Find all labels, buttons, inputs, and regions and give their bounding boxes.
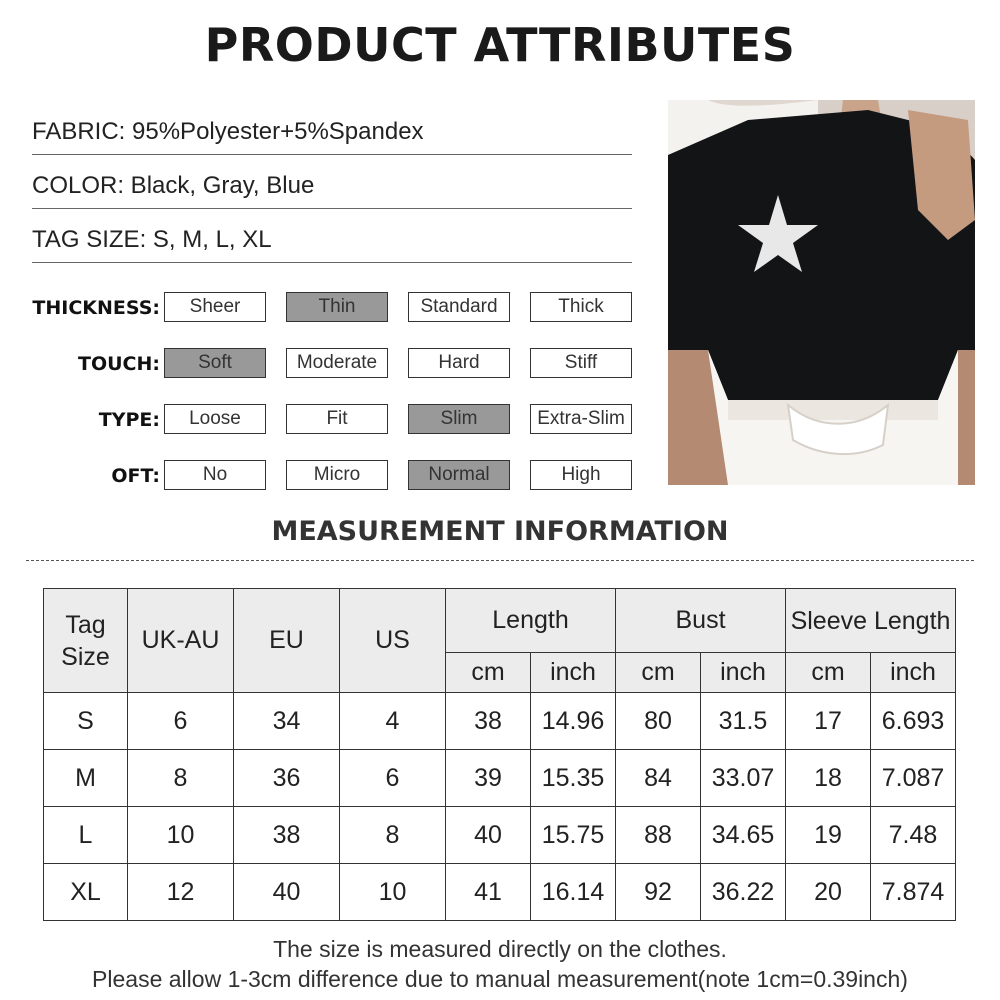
page-title: PRODUCT ATTRIBUTES (204, 18, 796, 72)
scale-label: THICKNESS: (32, 297, 160, 319)
table-cell: 16.14 (531, 864, 616, 921)
header-length: Length (446, 589, 616, 653)
table-cell: 38 (446, 693, 531, 750)
scale-option: Extra-Slim (530, 404, 632, 434)
subheader-bust-inch: inch (701, 653, 786, 693)
scale-label: TYPE: (98, 409, 160, 431)
subheader-sleeve-cm: cm (786, 653, 871, 693)
subheader-length-cm: cm (446, 653, 531, 693)
color-attribute (32, 164, 632, 209)
table-cell: 6.693 (871, 693, 956, 750)
table-cell: 34.65 (701, 807, 786, 864)
scale-option: Moderate (286, 348, 388, 378)
dashed-divider (26, 560, 974, 561)
table-cell: 40 (446, 807, 531, 864)
note-line-2: Please allow 1-3cm difference due to manual measurement(note 1cm=0.39inch) (92, 966, 908, 992)
table-row (44, 807, 956, 864)
table-cell: 6 (128, 693, 234, 750)
measurement-table (43, 588, 956, 921)
scale-option: Thick (530, 292, 632, 322)
table-row (44, 750, 956, 807)
table-body (44, 693, 956, 921)
measurement-title: MEASUREMENT INFORMATION (271, 516, 729, 547)
scale-option: Slim (408, 404, 510, 434)
scale-row (20, 404, 640, 436)
header-tag-size: Tag Size (44, 589, 128, 693)
table-cell: 31.5 (701, 693, 786, 750)
header-sleeve-length: Sleeve Length (786, 589, 956, 653)
table-cell: L (44, 807, 128, 864)
fabric-attribute (32, 110, 632, 155)
table-cell: 15.35 (531, 750, 616, 807)
header-uk-au: UK-AU (128, 589, 234, 693)
table-cell: 38 (234, 807, 340, 864)
header-bust: Bust (616, 589, 786, 653)
table-cell: 7.087 (871, 750, 956, 807)
table-cell: 18 (786, 750, 871, 807)
table-row (44, 864, 956, 921)
table-cell: 34 (234, 693, 340, 750)
table-cell: 33.07 (701, 750, 786, 807)
model-wearing-star-crop-top (668, 100, 975, 485)
header-eu: EU (234, 589, 340, 693)
scale-option: Hard (408, 348, 510, 378)
scale-option: Normal (408, 460, 510, 490)
subheader-length-inch: inch (531, 653, 616, 693)
table-cell: XL (44, 864, 128, 921)
table-cell: 92 (616, 864, 701, 921)
color-text: COLOR: Black, Gray, Blue (32, 172, 315, 199)
note-line-1: The size is measured directly on the clothes. (273, 936, 727, 962)
table-cell: 84 (616, 750, 701, 807)
table-header-row (44, 589, 956, 653)
table-cell: 10 (340, 864, 446, 921)
table-cell: 88 (616, 807, 701, 864)
table-cell: 7.48 (871, 807, 956, 864)
scale-row (20, 292, 640, 324)
scale-row (20, 348, 640, 380)
scale-option: Micro (286, 460, 388, 490)
table-cell: 39 (446, 750, 531, 807)
tag-size-text: TAG SIZE: S, M, L, XL (32, 226, 272, 253)
table-cell: 20 (786, 864, 871, 921)
table-cell: 6 (340, 750, 446, 807)
subheader-sleeve-inch: inch (871, 653, 956, 693)
table-cell: S (44, 693, 128, 750)
scale-option: Fit (286, 404, 388, 434)
scale-option: Thin (286, 292, 388, 322)
table-cell: 17 (786, 693, 871, 750)
subheader-bust-cm: cm (616, 653, 701, 693)
fabric-text: FABRIC: 95%Polyester+5%Spandex (32, 118, 424, 145)
table-cell: 15.75 (531, 807, 616, 864)
table-cell: 12 (128, 864, 234, 921)
scale-row (20, 460, 640, 492)
scale-option: High (530, 460, 632, 490)
table-cell: 80 (616, 693, 701, 750)
table-cell: 36.22 (701, 864, 786, 921)
table-cell: M (44, 750, 128, 807)
table-cell: 14.96 (531, 693, 616, 750)
scale-option: Soft (164, 348, 266, 378)
header-us: US (340, 589, 446, 693)
scale-label: OFT: (111, 465, 160, 487)
scale-label: TOUCH: (78, 353, 160, 375)
table-cell: 40 (234, 864, 340, 921)
scale-option: Sheer (164, 292, 266, 322)
scale-option: No (164, 460, 266, 490)
table-cell: 19 (786, 807, 871, 864)
table-cell: 4 (340, 693, 446, 750)
table-cell: 7.874 (871, 864, 956, 921)
tag-size-attribute (32, 218, 632, 263)
table-cell: 41 (446, 864, 531, 921)
product-photo (668, 100, 975, 485)
scale-option: Standard (408, 292, 510, 322)
table-cell: 36 (234, 750, 340, 807)
table-cell: 8 (128, 750, 234, 807)
table-row (44, 693, 956, 750)
table-cell: 8 (340, 807, 446, 864)
table-cell: 10 (128, 807, 234, 864)
scale-option: Loose (164, 404, 266, 434)
scale-option: Stiff (530, 348, 632, 378)
